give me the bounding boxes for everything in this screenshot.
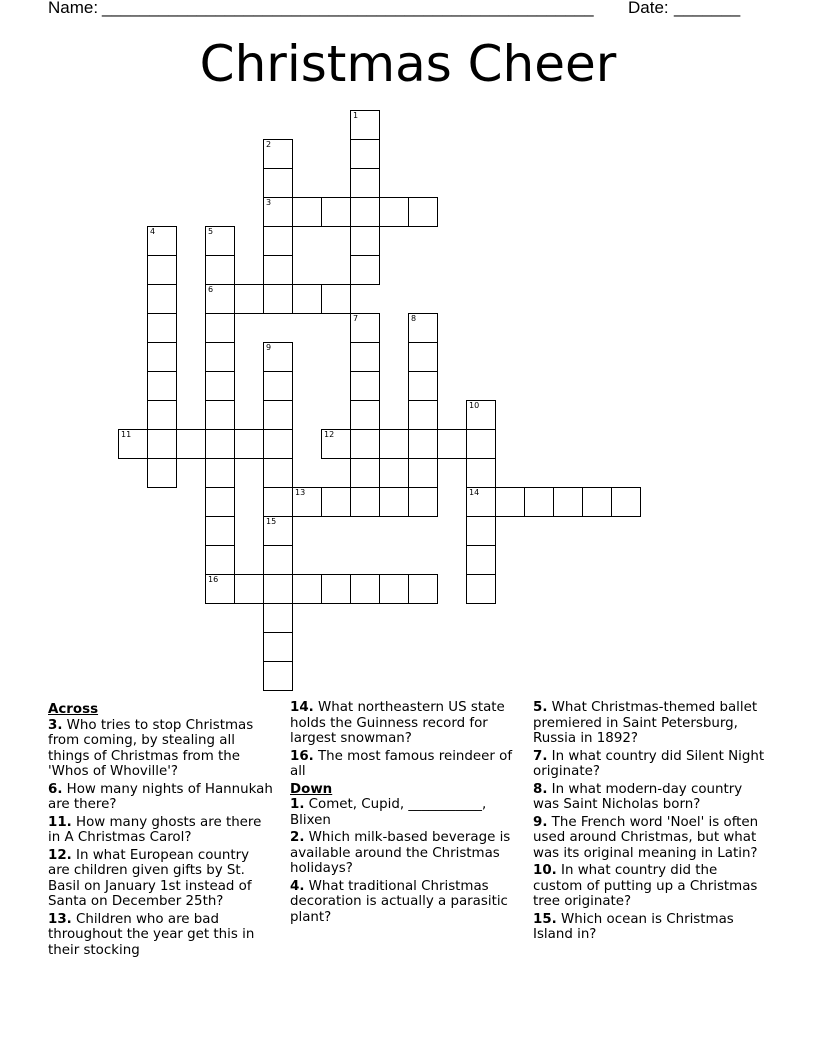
- grid-cell[interactable]: [379, 429, 409, 459]
- grid-cell[interactable]: [292, 487, 322, 517]
- grid-cell[interactable]: [263, 487, 293, 517]
- grid-cell[interactable]: [466, 545, 496, 575]
- clue-across-11: 11. How many ghosts are there in A Christmas Carol?: [48, 814, 262, 845]
- grid-cell[interactable]: [524, 487, 554, 517]
- grid-cell[interactable]: [263, 255, 293, 285]
- grid-cell[interactable]: [321, 429, 351, 459]
- clue-across-12: 12. In what European country are children given gifts by St. Basil on January 1st instead of Santa on December 25th?: [48, 847, 252, 909]
- grid-cell[interactable]: [147, 371, 177, 401]
- grid-cell[interactable]: [350, 400, 380, 430]
- grid-cell[interactable]: [263, 284, 293, 314]
- clue-down-5: 5. What Christmas-themed ballet premiered in Saint Petersburg, Russia in 1892?: [533, 700, 758, 746]
- clue-down-10: 10. In what country did the custom of putting up a Christmas tree originate?: [533, 863, 758, 909]
- grid-cell[interactable]: [205, 284, 235, 314]
- grid-cell[interactable]: [147, 342, 177, 372]
- grid-cell[interactable]: [176, 429, 206, 459]
- grid-cell[interactable]: [321, 284, 351, 314]
- clue-down-15: 15. Which ocean is Christmas Island in?: [533, 911, 734, 942]
- grid-cell[interactable]: [611, 487, 641, 517]
- grid-cell[interactable]: [350, 429, 380, 459]
- grid-cell[interactable]: [408, 197, 438, 227]
- clue-number: 3: [266, 198, 272, 207]
- grid-cell[interactable]: [321, 197, 351, 227]
- grid-cell[interactable]: [350, 313, 380, 343]
- grid-cell[interactable]: [350, 255, 380, 285]
- grid-cell[interactable]: [263, 661, 293, 691]
- grid-cell[interactable]: [466, 574, 496, 604]
- clue-number: 7: [353, 314, 359, 323]
- grid-cell[interactable]: [408, 487, 438, 517]
- grid-cell[interactable]: [205, 342, 235, 372]
- clue-across-3: 3. Who tries to stop Christmas from coming, by stealing all things of Christmas from the 'Whos of Whoville'?: [48, 717, 254, 779]
- clue-across-14: 14. What northeastern US state holds the Guinness record for largest snowman?: [290, 700, 505, 746]
- grid-cell[interactable]: [553, 487, 583, 517]
- grid-cell[interactable]: [466, 400, 496, 430]
- date-label: Date:: [628, 0, 669, 17]
- grid-cell[interactable]: [408, 574, 438, 604]
- date-blank[interactable]: _______: [674, 0, 741, 17]
- clue-number: 11: [121, 430, 132, 439]
- grid-cell[interactable]: [466, 487, 496, 517]
- grid-cell[interactable]: [350, 226, 380, 256]
- clue-across-13: 13. Children who are bad throughout the year get this in their stocking: [48, 911, 255, 958]
- clue-number: 16: [208, 575, 219, 584]
- clue-number: 4: [150, 227, 156, 236]
- clue-number: 9: [266, 343, 272, 352]
- grid-cell[interactable]: [350, 197, 380, 227]
- grid-cell[interactable]: [263, 139, 293, 169]
- grid-cell[interactable]: [234, 574, 264, 604]
- clue-number: 15: [266, 517, 277, 526]
- grid-cell[interactable]: [147, 284, 177, 314]
- grid-cell[interactable]: [495, 487, 525, 517]
- clue-number: 12: [324, 430, 335, 439]
- name-label: Name:: [48, 0, 99, 17]
- clue-number: 2: [266, 140, 272, 149]
- grid-cell[interactable]: [350, 139, 380, 169]
- grid-cell[interactable]: [350, 342, 380, 372]
- grid-cell[interactable]: [205, 429, 235, 459]
- clue-number: 8: [411, 314, 417, 323]
- grid-cell[interactable]: [147, 400, 177, 430]
- grid-cell[interactable]: [205, 487, 235, 517]
- grid-cell[interactable]: [379, 487, 409, 517]
- clues-column-2: [290, 700, 522, 927]
- grid-cell[interactable]: [205, 313, 235, 343]
- grid-cell[interactable]: [350, 574, 380, 604]
- across-heading: Across: [48, 702, 99, 717]
- grid-cell[interactable]: [118, 429, 148, 459]
- grid-cell[interactable]: [292, 574, 322, 604]
- clue-number: 14: [469, 488, 480, 497]
- grid-cell[interactable]: [408, 342, 438, 372]
- clue-number: 1: [353, 111, 359, 120]
- clues-column-3: [533, 700, 765, 945]
- grid-cell[interactable]: [205, 545, 235, 575]
- header-line: [48, 0, 768, 22]
- grid-cell[interactable]: [263, 226, 293, 256]
- clues-column-1: [48, 700, 273, 960]
- grid-cell[interactable]: [350, 168, 380, 198]
- grid-cell[interactable]: [408, 429, 438, 459]
- grid-cell[interactable]: [147, 313, 177, 343]
- clue-down-1: 1. Comet, Cupid, ___________, Blixen: [290, 797, 487, 828]
- grid-cell[interactable]: [205, 371, 235, 401]
- grid-cell[interactable]: [205, 574, 235, 604]
- grid-cell[interactable]: [263, 400, 293, 430]
- grid-cell[interactable]: [147, 226, 177, 256]
- name-blank[interactable]: ____________________________________________________: [102, 0, 594, 17]
- grid-cell[interactable]: [147, 429, 177, 459]
- grid-cell[interactable]: [205, 226, 235, 256]
- grid-cell[interactable]: [263, 545, 293, 575]
- clue-down-8: 8. In what modern-day country was Saint Nicholas born?: [533, 781, 743, 812]
- grid-cell[interactable]: [466, 516, 496, 546]
- grid-cell[interactable]: [321, 487, 351, 517]
- grid-cell[interactable]: [408, 458, 438, 488]
- grid-cell[interactable]: [263, 603, 293, 633]
- grid-cell[interactable]: [350, 371, 380, 401]
- clue-number: 10: [469, 401, 480, 410]
- puzzle-title: Christmas Cheer: [199, 35, 617, 93]
- grid-cell[interactable]: [263, 429, 293, 459]
- clue-number: 13: [295, 488, 306, 497]
- clue-across-16: 16. The most famous reindeer of all: [290, 748, 513, 779]
- grid-cell[interactable]: [147, 255, 177, 285]
- grid-cell[interactable]: [263, 342, 293, 372]
- down-heading: Down: [290, 781, 333, 797]
- grid-cell[interactable]: [234, 284, 264, 314]
- clue-across-6: 6. How many nights of Hannukah are there?: [48, 781, 273, 812]
- grid-cell[interactable]: [292, 284, 322, 314]
- grid-cell[interactable]: [205, 400, 235, 430]
- clue-down-2: 2. Which milk-based beverage is available around the Christmas holidays?: [290, 830, 511, 876]
- grid-cell[interactable]: [147, 458, 177, 488]
- grid-cell[interactable]: [263, 632, 293, 662]
- grid-cell[interactable]: [292, 197, 322, 227]
- grid-cell[interactable]: [466, 429, 496, 459]
- grid-cell[interactable]: [205, 516, 235, 546]
- clue-down-9: 9. The French word 'Noel' is often used around Christmas, but what was its original meaning in Latin?: [533, 814, 759, 861]
- grid-cell[interactable]: [234, 429, 264, 459]
- grid-cell[interactable]: [205, 255, 235, 285]
- clue-down-4: 4. What traditional Christmas decoration is actually a parasitic plant?: [290, 878, 508, 925]
- grid-cell[interactable]: [263, 516, 293, 546]
- grid-cell[interactable]: [263, 458, 293, 488]
- grid-cell[interactable]: [263, 574, 293, 604]
- grid-cell[interactable]: [263, 197, 293, 227]
- grid-cell[interactable]: [408, 400, 438, 430]
- grid-cell[interactable]: [321, 574, 351, 604]
- grid-cell[interactable]: [263, 371, 293, 401]
- grid-cell[interactable]: [379, 574, 409, 604]
- grid-cell[interactable]: [437, 429, 467, 459]
- grid-cell[interactable]: [205, 458, 235, 488]
- grid-cell[interactable]: [350, 458, 380, 488]
- grid-cell[interactable]: [350, 487, 380, 517]
- grid-cell[interactable]: [379, 197, 409, 227]
- grid-cell[interactable]: [263, 168, 293, 198]
- grid-cell[interactable]: [408, 371, 438, 401]
- grid-cell[interactable]: [466, 458, 496, 488]
- grid-cell[interactable]: [408, 313, 438, 343]
- clue-number: 6: [208, 285, 214, 294]
- clue-number: 5: [208, 227, 214, 236]
- grid-cell[interactable]: [350, 110, 380, 140]
- grid-cell[interactable]: [582, 487, 612, 517]
- clue-down-7: 7. In what country did Silent Night originate?: [533, 748, 765, 779]
